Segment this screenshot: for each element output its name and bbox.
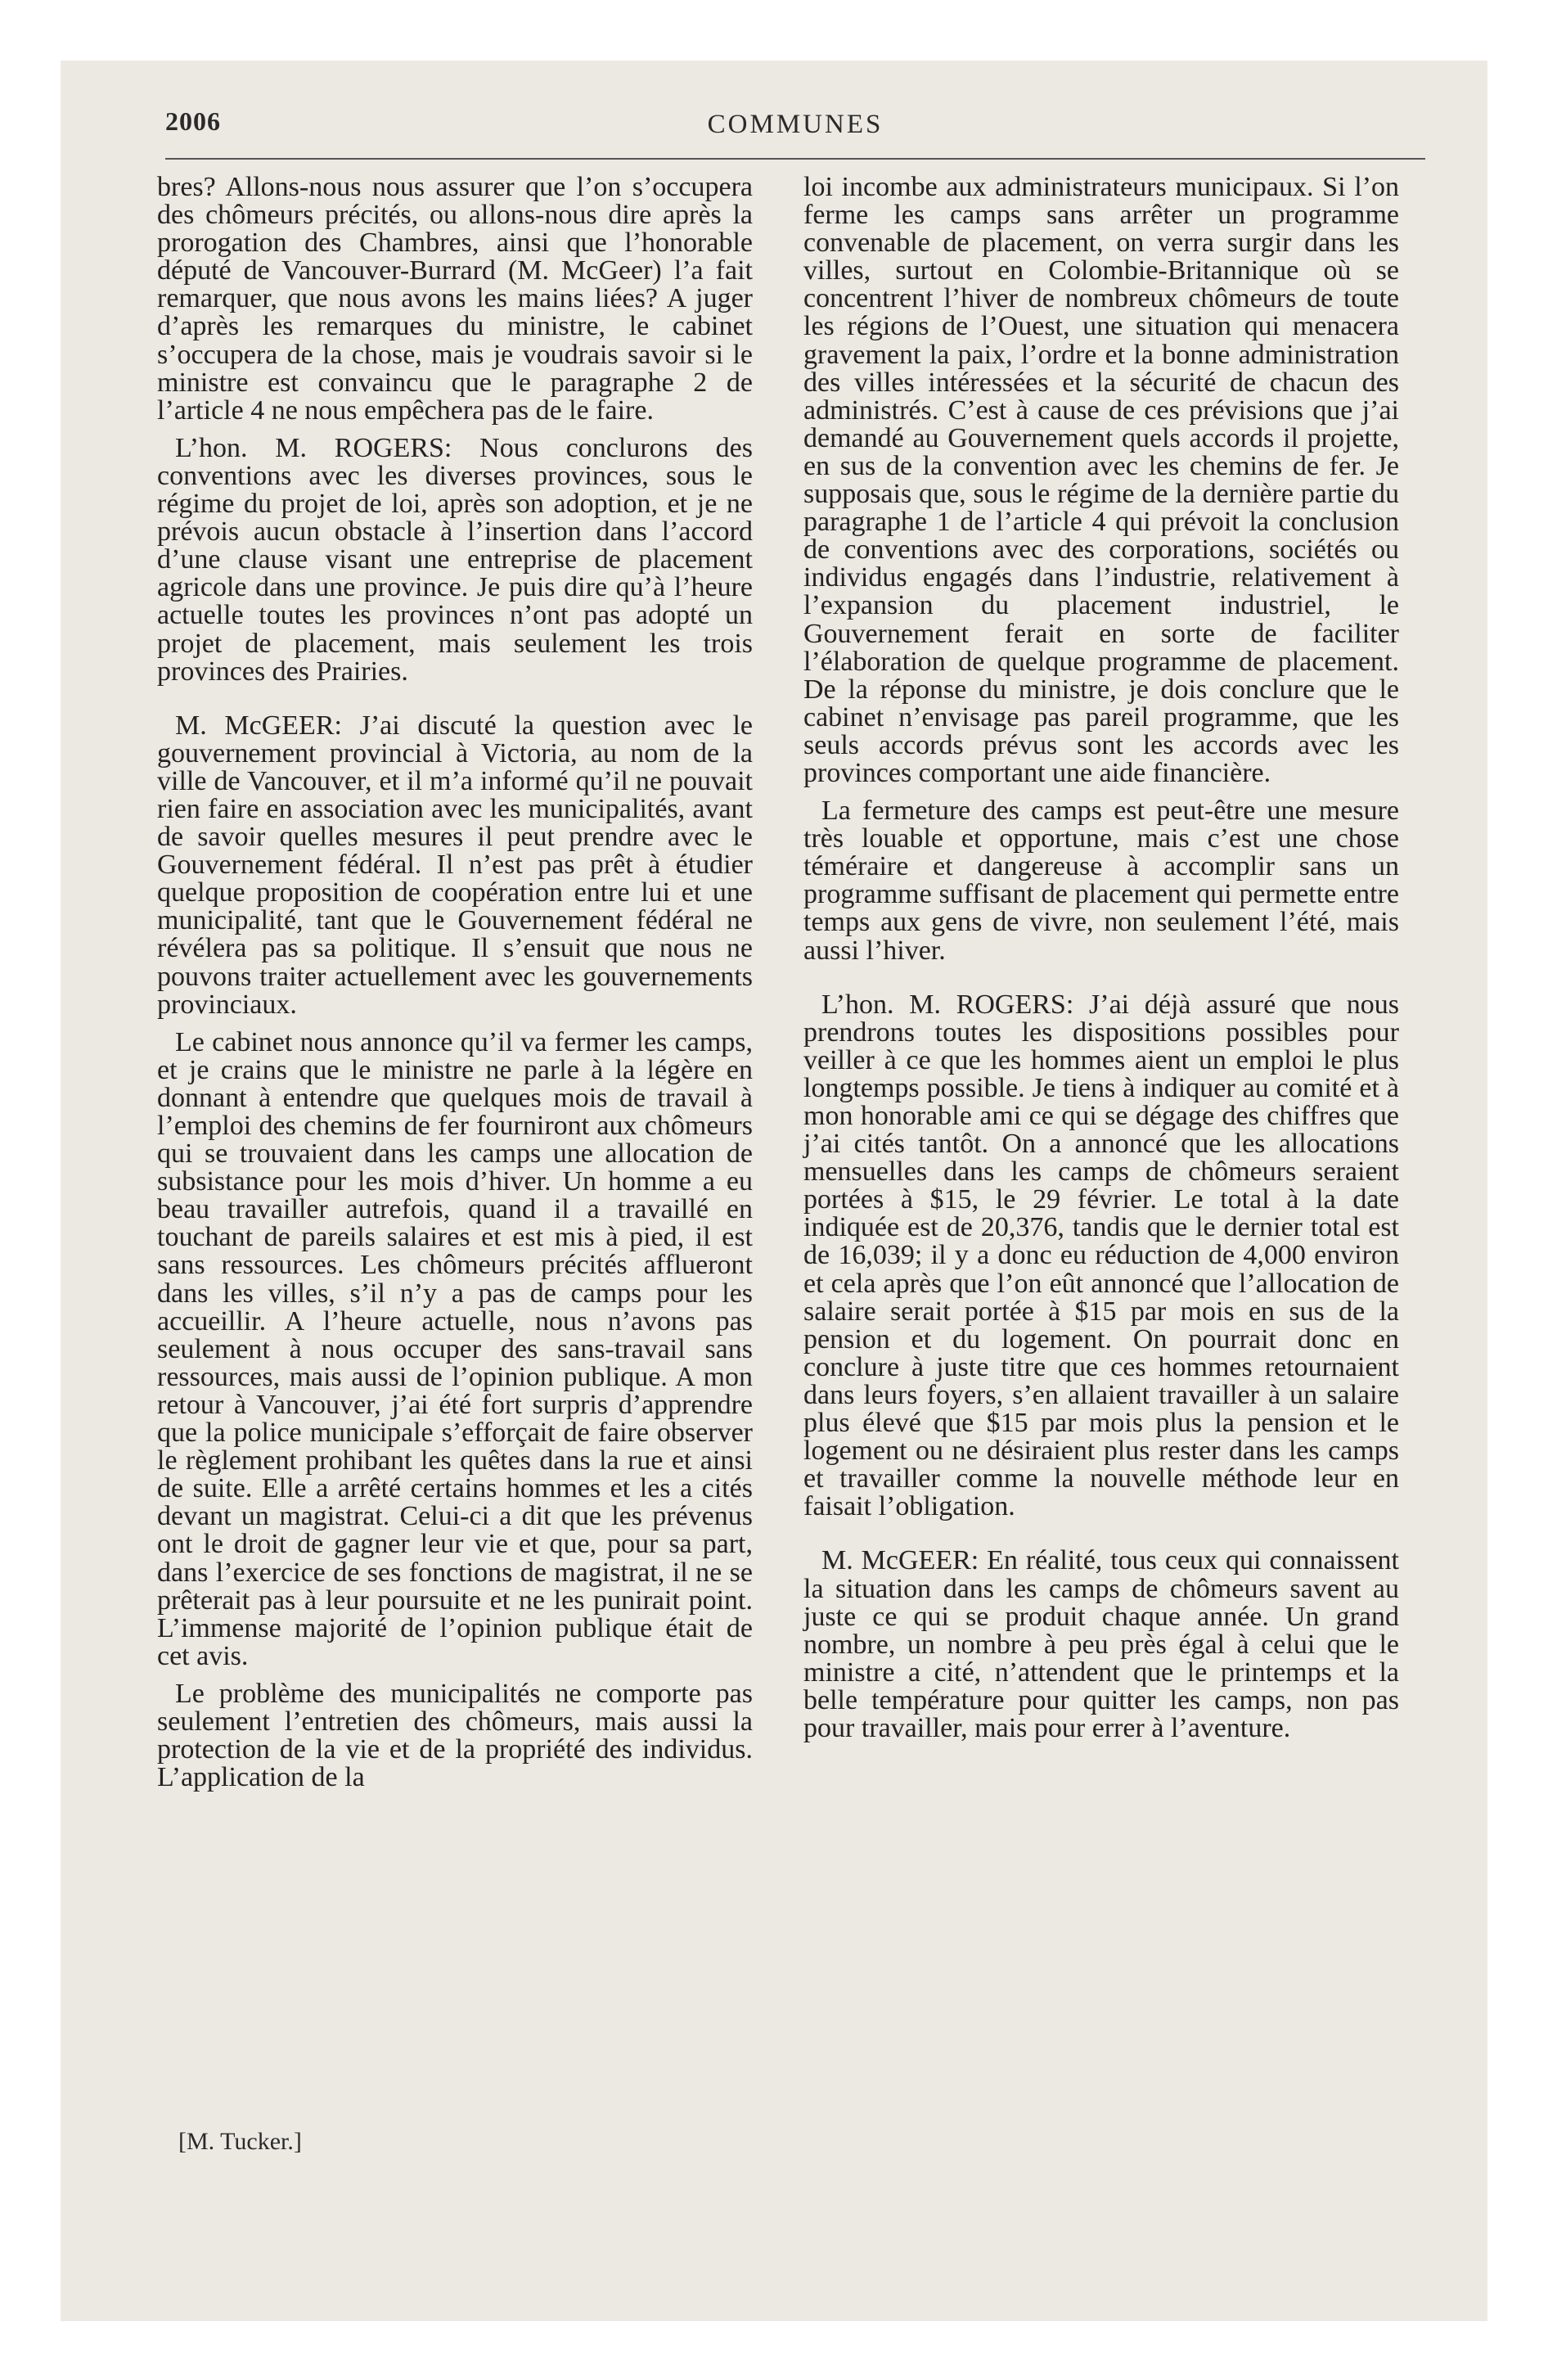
paragraph: L’hon. M. ROGERS: J’ai déjà assuré que nous prendrons toutes les dispositions possibles pour veiller à ce que les hommes aient un emploi le plus longtemps possible. Je tiens à indiquer au comité et à mon honorable ami ce qui se dégage des chiffres que j’ai cités tantôt. On a annoncé que les allocations mensuelles dans les camps de chômeurs seraient portées à $15, le 29 février. Le total à la date indiquée est de 20,376, tandis que le dernier total est de 16,039; il y a donc eu réduction de 4,000 environ et cela après que l’on eût annoncé que l’allocation de salaire serait portée à $15 par mois en sus de la pension et du logement. On pourrait donc en conclure à juste titre que ces hommes retournaient dans leurs foyers, s’en allaient travailler à un salaire plus élevé que $15 par mois plus la pension et le logement ou ne désiraient plus rester dans les camps et travailler comme la nouvelle méthode leur en faisait l’obligation. <box>803 989 1399 1522</box>
page-number: 2006 <box>165 106 221 136</box>
paragraph: M. McGEER: En réalité, tous ceux qui connaissent la situation dans les camps de chômeurs savent au juste ce qui se produit chaque année. Un grand nombre, un nombre à peu près égal à celui que le ministre a cité, n’attendent que le printemps et la belle température pour quitter les camps, non pas pour travailler, mais pour errer à l’aventure. <box>803 1545 1399 1743</box>
header-rule <box>165 158 1425 160</box>
paragraph: L’hon. M. ROGERS: Nous conclurons des conventions avec les diverses provinces, sous le régime du projet de loi, après son adoption, et je ne prévois aucun obstacle à l’insertion dans l’accord d’une clause visant une entreprise de placement agricole dans une province. Je puis dire qu’à l’heure actuelle toutes les provinces n’ont pas adopté un projet de placement, mais seulement les trois provinces des Prairies. <box>157 432 753 687</box>
paragraph: Le cabinet nous annonce qu’il va fermer les camps, et je crains que le ministre ne parle à la légère en donnant à entendre que quelques mois de travail à l’emploi des chemins de fer fourniront aux chômeurs qui se trouvaient dans les camps une allocation de subsistance pour les mois d’hiver. Un homme a eu beau travailler autrefois, quand il a travaillé en touchant de pareils salaires et est mis à pied, il est sans ressources. Les chômeurs précités afflueront dans les villes, s’il n’y a pas de camps pour les accueillir. A l’heure actuelle, nous n’avons pas seulement à nous occuper des sans-travail sans ressources, mais aussi de l’opinion publique. A mon retour à Vancouver, j’ai été fort surpris d’apprendre que la police municipale s’efforçait de faire observer le règlement prohibant les quêtes dans la rue et ainsi de suite. Elle a arrêté certains hommes et les a cités devant un magistrat. Celui-ci a dit que les prévenus ont le droit de gagner leur vie et que, pour sa part, dans l’exercice de ses fonctions de magistrat, il ne se prêterait pas à leur poursuite et ne les punirait point. L’immense majorité de l’opinion publique était de cet avis. <box>157 1026 753 1671</box>
right-column <box>803 174 1399 1742</box>
left-column <box>157 174 753 1792</box>
paragraph: loi incombe aux administrateurs municipaux. Si l’on ferme les camps sans arrêter un programme convenable de placement, on verra surgir dans les villes, surtout en Colombie-Britannique où se concentrent l’hiver de nombreux chômeurs de toute les régions de l’Ouest, une situation qui menacera gravement la paix, l’ordre et la bonne administration des villes intéressées et la sécurité de chacun des administrés. C’est à cause de ces prévisions que j’ai demandé au Gouvernement quels accords il projette, en sus de la convention avec les chemins de fer. Je supposais que, sous le régime de la dernière partie du paragraphe 1 de l’article 4 qui prévoit la conclusion de conventions avec des corporations, sociétés ou individus engagés dans l’industrie, relativement à l’expansion du placement industriel, le Gouvernement ferait en sorte de faciliter l’élaboration de quelque programme de placement. De la réponse du ministre, je dois conclure que le cabinet n’envisage pas pareil programme, que les seuls accords prévus sont les accords avec les provinces comportant une aide financière. <box>803 172 1399 788</box>
running-title: COMMUNES <box>707 110 884 139</box>
paragraph: bres? Allons-nous nous assurer que l’on s’occupera des chômeurs précités, ou allons-nous dire après la prorogation des Chambres, ainsi que l’honorable député de Vancouver-Burrard (M. McGeer) l’a fait remarquer, que nous avons les mains liées? A juger d’après les remarques du ministre, le cabinet s’occupera de la chose, mais je voudrais savoir si le ministre est convaincu que le paragraphe 2 de l’article 4 ne nous empêchera pas de le faire. <box>157 172 753 426</box>
page-header <box>165 106 1425 147</box>
speaker-footnote: [M. Tucker.] <box>178 2128 302 2155</box>
paragraph: M. McGEER: J’ai discuté la question avec le gouvernement provincial à Victoria, au nom de la ville de Vancouver, et il m’a informé qu’il ne pouvait rien faire en association avec les municipalités, avant de savoir quelles mesures il peut prendre avec le Gouvernement fédéral. Il n’est pas prêt à étudier quelque proposition de coopération entre lui et une municipalité, tant que le Gouvernement fédéral ne révélera pas sa politique. Il s’ensuit que nous ne pouvons traiter actuellement avec les gouvernements provinciaux. <box>157 710 753 1020</box>
paragraph: Le problème des municipalités ne comporte pas seulement l’entretien des chômeurs, mais aussi la protection de la vie et de la propriété des individus. L’application de la <box>157 1678 753 1793</box>
paragraph: La fermeture des camps est peut-être une mesure très louable et opportune, mais c’est une chose téméraire et dangereuse à accomplir sans un programme suffisant de placement qui permette entre temps aux gens de vivre, non seulement l’été, mais aussi l’hiver. <box>803 796 1399 966</box>
